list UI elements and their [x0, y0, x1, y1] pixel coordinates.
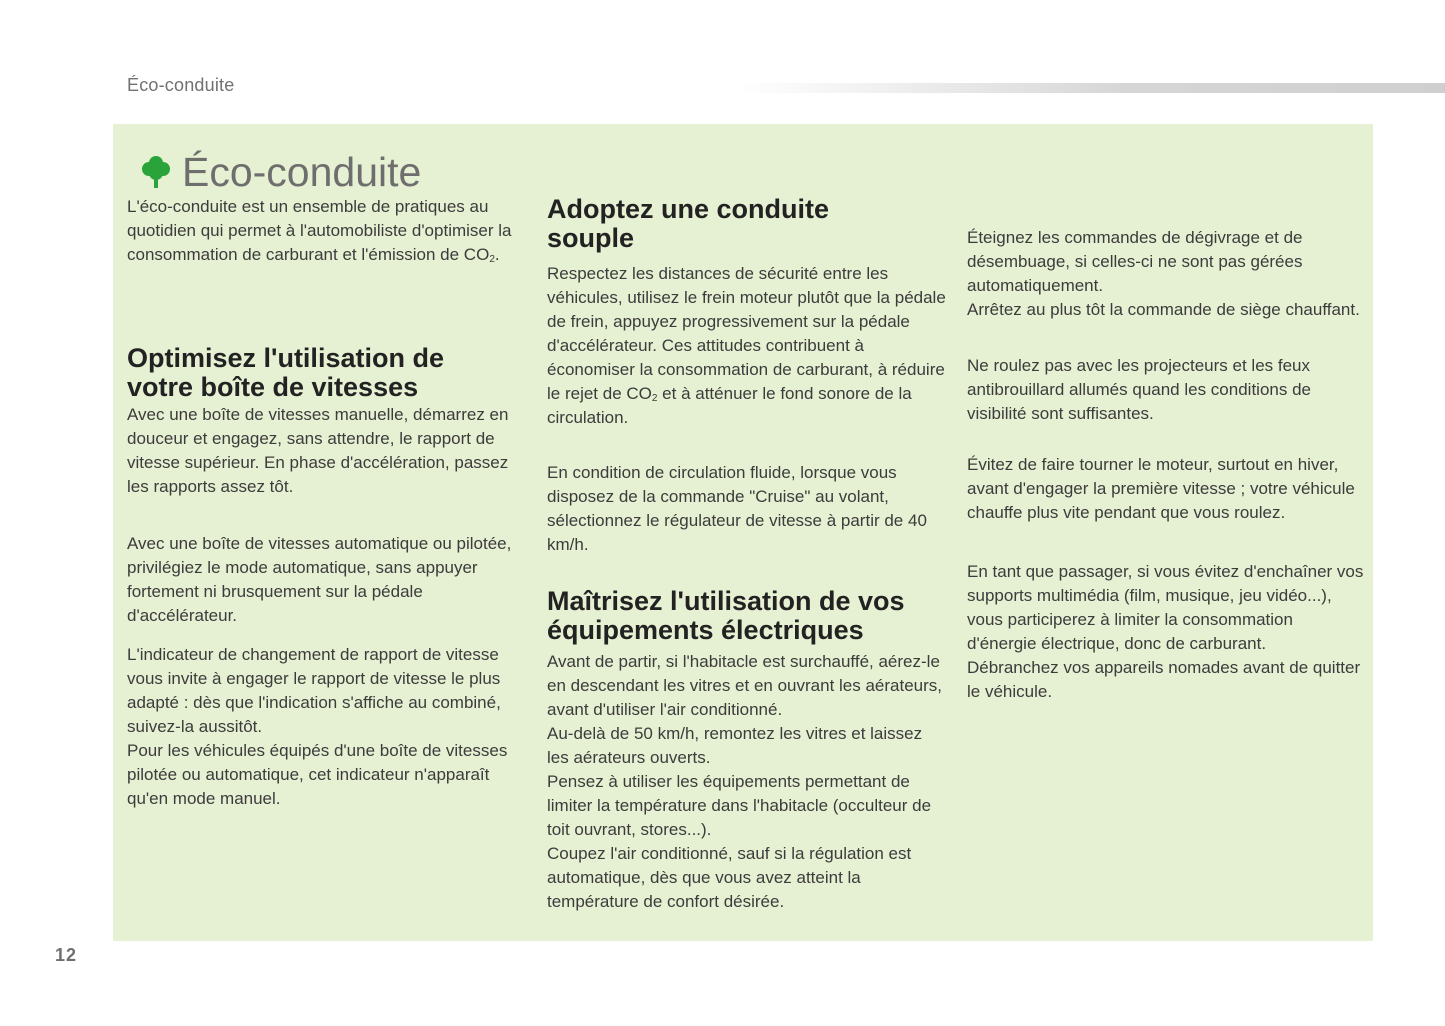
col3-paragraph-6: Débranchez vos appareils nomades avant de quitter le véhicule.	[967, 658, 1361, 701]
electrical-paragraph-2: Au-delà de 50 km/h, remontez les vitres et laissez les aérateurs ouverts.	[547, 724, 923, 767]
gearbox-paragraph-1: Avec une boîte de vitesses manuelle, démarrez en douceur et engagez, sans attendre, le rapport de vitesse supérieur. En phase d'accélération, passez les rapports assez tôt.	[127, 405, 509, 496]
electrical-paragraph-1: Avant de partir, si l'habitacle est surchauffé, aérez-le en descendant les vitres et en ouvrant les aérateurs, avant d'utiliser l'air conditionné.	[547, 652, 943, 719]
page-title: Éco-conduite	[182, 149, 422, 195]
running-header-title: Éco-conduite	[127, 75, 235, 95]
header-rule	[740, 83, 1445, 93]
gearbox-paragraph-4: Pour les véhicules équipés d'une boîte de vitesses pilotée ou automatique, cet indicateur n'apparaît qu'en mode manuel.	[127, 741, 508, 808]
column-3	[967, 226, 1365, 704]
electrical-paragraph-3: Pensez à utiliser les équipements permettant de limiter la température dans l'habitacle (occulteur de toit ouvrant, stores...).	[547, 772, 932, 839]
gearbox-paragraph-2: Avec une boîte de vitesses automatique ou pilotée, privilégiez le mode automatique, sans appuyer fortement ni brusquement sur la pédale d'accélérateur.	[127, 534, 512, 625]
page-number: 12	[55, 945, 78, 965]
col3-paragraph-1: Éteignez les commandes de dégivrage et de désembuage, si celles-ci ne sont pas gérées automatiquement.	[967, 228, 1303, 295]
driving-paragraph-1: Respectez les distances de sécurité entre les véhicules, utilisez le frein moteur plutôt que la pédale de frein, appuyez progressivement sur la pédale d'accélérateur. Ces attitudes contribuent à économiser la consommation de carburant, à réduire le rejet de $CO_2$ et à atténuer le fond sonore de la circulation.	[547, 264, 946, 427]
page-title-row	[127, 145, 527, 199]
driving-heading: Adoptez une conduite souple	[547, 194, 829, 253]
col3-paragraph-2: Arrêtez au plus tôt la commande de siège chauffant.	[967, 300, 1360, 319]
col3-paragraph-3: Ne roulez pas avec les projecteurs et les feux antibrouillard allumés quand les conditions de visibilité sont suffisantes.	[967, 356, 1311, 423]
driving-paragraph-2: En condition de circulation fluide, lorsque vous disposez de la commande "Cruise" au volant, sélectionnez le régulateur de vitesse à partir de 40 km/h.	[547, 463, 927, 554]
gearbox-paragraph-3: L'indicateur de changement de rapport de vitesse vous invite à engager le rapport de vitesse le plus adapté : dès que l'indication s'affiche au combiné, suivez-la aussitôt.	[127, 645, 501, 736]
gearbox-heading: Optimisez l'utilisation de votre boîte de vitesses	[127, 343, 444, 402]
column-2	[547, 195, 947, 914]
col3-paragraph-4: Évitez de faire tourner le moteur, surtout en hiver, avant d'engager la première vitesse ; votre véhicule chauffe plus vite pendant que vous roulez.	[967, 455, 1355, 522]
column-1	[127, 145, 527, 811]
intro-paragraph: L'éco-conduite est un ensemble de pratiques au quotidien qui permet à l'automobiliste d'optimiser la consommation de carburant et l'émission de $CO_2$.	[127, 197, 512, 265]
electrical-paragraph-4: Coupez l'air conditionné, sauf si la régulation est automatique, dès que vous avez atteint la température de confort désirée.	[547, 844, 912, 911]
tree-icon	[141, 155, 171, 189]
electrical-heading: Maîtrisez l'utilisation de vos équipements électriques	[547, 586, 905, 645]
col3-paragraph-5: En tant que passager, si vous évitez d'enchaîner vos supports multimédia (film, musique, jeu vidéo...), vous participerez à limiter la consommation d'énergie électrique, donc de carburant.	[967, 562, 1364, 653]
